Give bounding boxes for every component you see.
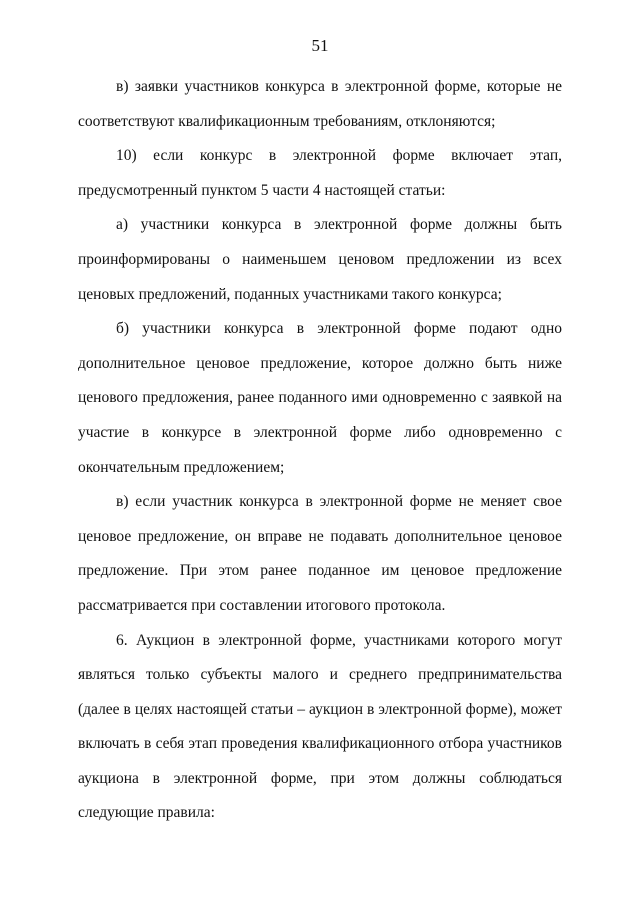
- paragraph-section-6: 6. Аукцион в электронной форме, участниками которого могут являться только субъекты малого и среднего предпринимательства (далее в целях настоящей статьи – аукцион в электронной форме), может включать в себя этап проведения квалификационного отбора участников аукциона в электронной форме, при этом должны соблюдаться следующие правила:: [78, 631, 562, 822]
- paragraph-item-10: 10) если конкурс в электронной форме включает этап, предусмотренный пунктом 5 части 4 настоящей статьи:: [78, 147, 562, 199]
- paragraph-item-v-price: в) если участник конкурса в электронной форме не меняет свое ценовое предложение, он вправе не подавать дополнительное ценовое предложение. При этом ранее поданное им ценовое предложение рассматривается при составлении итогового протокола.: [78, 493, 562, 614]
- paragraph-item-v-rejection: в) заявки участников конкурса в электронной форме, которые не соответствуют квалификационным требованиям, отклоняются;: [78, 78, 562, 130]
- page-number: 51: [311, 36, 329, 55]
- paragraph-item-a: а) участники конкурса в электронной форме должны быть проинформированы о наименьшем ценовом предложении из всех ценовых предложений, поданных участниками такого конкурса;: [78, 216, 562, 303]
- paragraph-item-b: б) участники конкурса в электронной форме подают одно дополнительное ценовое предложение, которое должно быть ниже ценового предложения, ранее поданного ими одновременно с заявкой на участие в конкурсе в электронной форме либо одновременно с окончательным предложением;: [78, 320, 562, 476]
- document-body: [78, 70, 562, 831]
